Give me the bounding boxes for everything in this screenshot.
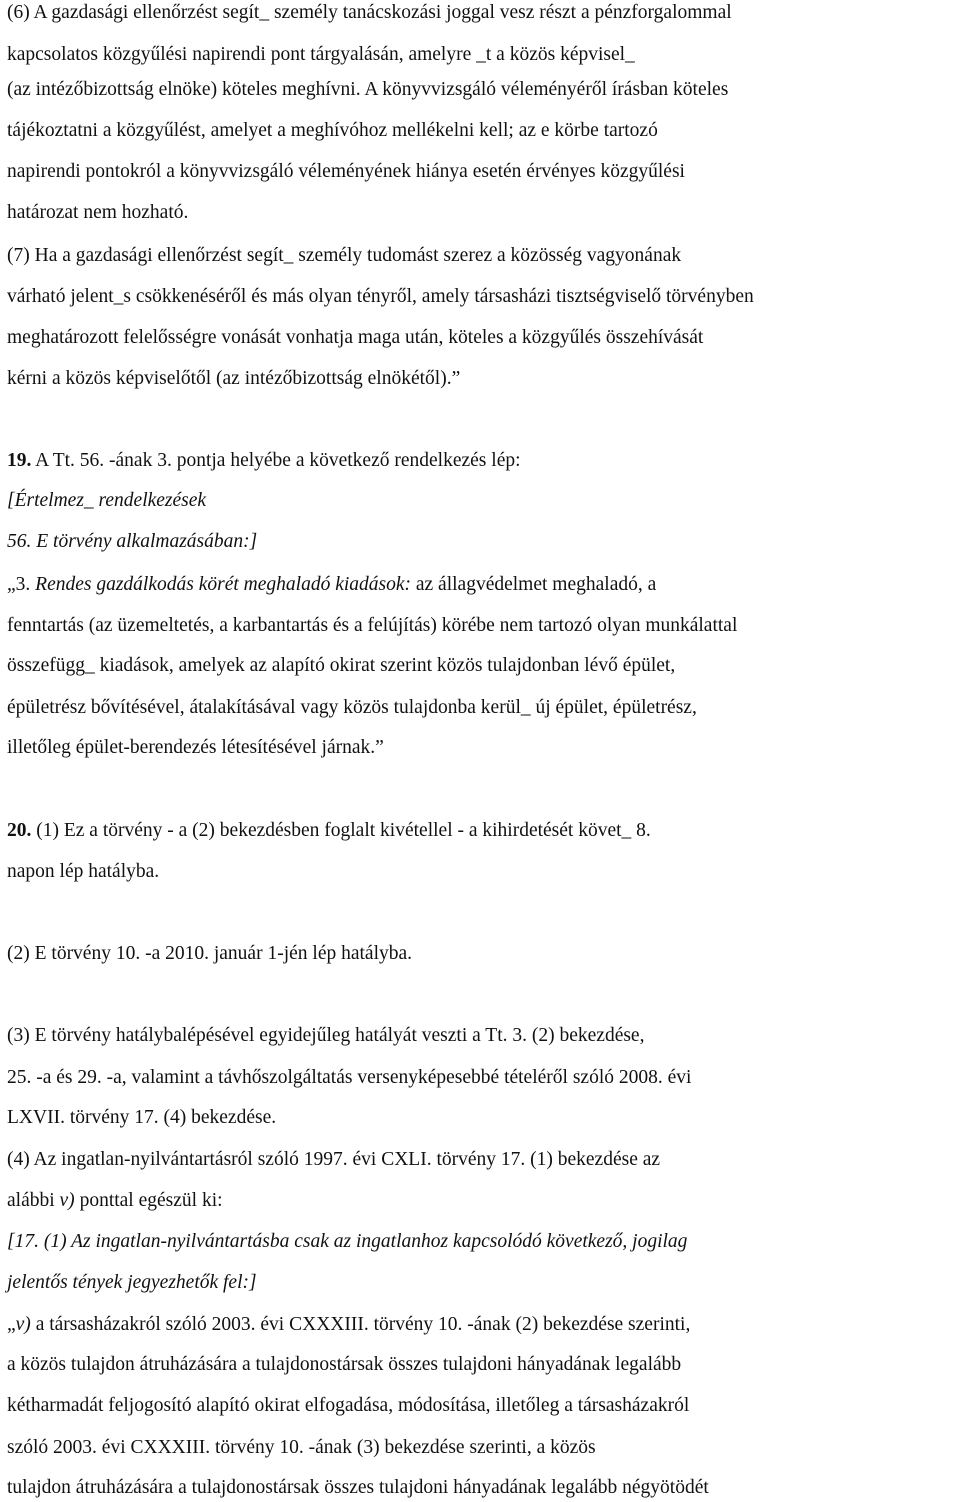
section-19-line-2: [Értelmez_ rendelkezések: [7, 490, 207, 511]
section-19-line-6: összefügg_ kiadások, amelyek az alapító okirat szerint közös tulajdonban lévő épület,: [7, 655, 676, 676]
section-20-number: 20.: [7, 820, 32, 841]
paragraph-7-line-2: várható jelent_s csökkenéséről és más olyan tényről, amely társasházi tisztségviselő törvényben: [7, 286, 754, 307]
para-4-point-label: v): [59, 1190, 75, 1211]
para-4-text-c: ponttal egészül ki:: [74, 1190, 223, 1211]
quoted-line-6: szóló 2003. évi CXXXIII. törvény 10. -ának (3) bekezdése szerinti, a közös: [7, 1437, 596, 1458]
section-20-para-4-line-2: [7, 1189, 223, 1213]
section-19-line-4-rest: az állagvédelmet meghaladó, a: [411, 574, 657, 595]
quoted-line-5: kétharmadát feljogosító alapító okirat elfogadása, módosítása, illetőleg a társasházakról: [7, 1395, 690, 1416]
section-19-line-5: fenntartás (az üzemeltetés, a karbantartás és a felújítás) körébe nem tartozó olyan munkálattal: [7, 615, 738, 636]
quoted-line-1: [17. (1) Az ingatlan-nyilvántartásba csak az ingatlanhoz kapcsolódó következő, jogilag: [7, 1231, 688, 1252]
section-20-para-4-line-1: (4) Az ingatlan-nyilvántartásról szóló 1997. évi CXLI. törvény 17. (1) bekezdése az: [7, 1149, 661, 1170]
paragraph-6-line-1: (6) A gazdasági ellenőrzést segít_ személy tanácskozási joggal vesz részt a pénzforgalommal: [7, 2, 732, 23]
section-19-number: 19.: [7, 450, 32, 471]
quoted-line-4: a közös tulajdon átruházására a tulajdonostársak összes tulajdoni hányadának legalább: [7, 1354, 682, 1375]
section-20-para-3-line-2: 25. -a és 29. -a, valamint a távhőszolgáltatás versenyképesebbé tételéről szóló 2008. évi: [7, 1067, 692, 1088]
section-20-text: (1) Ez a törvény - a (2) bekezdésben foglalt kivétellel - a kihirdetését követ_ 8.: [31, 820, 651, 841]
section-19-heading: [7, 449, 521, 473]
section-19-line-7: épületrész bővítésével, átalakításával vagy közös tulajdonba kerül_ új épület, épületrész,: [7, 697, 697, 718]
paragraph-7-line-3: meghatározott felelősségre vonását vonhatja maga után, köteles a közgyűlés összehívását: [7, 327, 704, 348]
quoted-line-2: jelentős tények jegyezhetők fel:]: [7, 1272, 257, 1293]
section-20-heading: [7, 819, 651, 843]
section-20-para-2: (2) E törvény 10. -a 2010. január 1-jén lép hatályba.: [7, 943, 413, 964]
para-4-text-a: alábbi: [7, 1190, 60, 1211]
quoted-line-3: [7, 1313, 690, 1337]
section-19-line-4: [7, 573, 656, 597]
section-19-line-8: illetőleg épület-berendezés létesítésével járnak.”: [7, 737, 384, 758]
paragraph-6-line-4: tájékoztatni a közgyűlést, amelyet a meghívóhoz mellékelni kell; az e körbe tartozó: [7, 120, 658, 141]
paragraph-6-line-3: (az intézőbizottság elnöke) köteles meghívni. A könyvvizsgáló véleményéről írásban köteles: [7, 79, 729, 100]
quoted-line-3-text: a társasházakról szóló 2003. évi CXXXIII. törvény 10. -ának (2) bekezdése szerinti,: [30, 1314, 691, 1335]
quoted-line-7: tulajdon átruházására a tulajdonostársak összes tulajdoni hányadának legalább négyötödét: [7, 1477, 709, 1498]
section-20-line-2: napon lép hatályba.: [7, 861, 160, 882]
quoted-point-label: v): [15, 1314, 31, 1335]
paragraph-7-line-1: (7) Ha a gazdasági ellenőrzést segít_ személy tudomást szerez a közösség vagyonának: [7, 245, 682, 266]
quoted-open-mark: „: [7, 1314, 16, 1335]
section-19-line-3: 56. E törvény alkalmazásában:]: [7, 531, 258, 552]
paragraph-6-line-6: határozat nem hozható.: [7, 202, 189, 223]
section-19-defined-term: Rendes gazdálkodás körét meghaladó kiadások:: [35, 574, 411, 595]
paragraph-6-line-2: kapcsolatos közgyűlési napirendi pont tárgyalásán, amelyre _t a közös képvisel_: [7, 44, 635, 65]
paragraph-6-line-5: napirendi pontokról a könyvvizsgáló véleményének hiánya esetén érvényes közgyűlési: [7, 161, 685, 182]
section-19-text: A Tt. 56. -ának 3. pontja helyébe a következő rendelkezés lép:: [31, 450, 521, 471]
section-20-para-3-line-1: (3) E törvény hatálybalépésével egyidejűleg hatályát veszti a Tt. 3. (2) bekezdése,: [7, 1025, 645, 1046]
paragraph-7-line-4: kérni a közös képviselőtől (az intézőbizottság elnökétől).”: [7, 368, 461, 389]
section-19-line-4-prefix: „3.: [7, 574, 36, 595]
section-20-para-3-line-3: LXVII. törvény 17. (4) bekezdése.: [7, 1107, 277, 1128]
